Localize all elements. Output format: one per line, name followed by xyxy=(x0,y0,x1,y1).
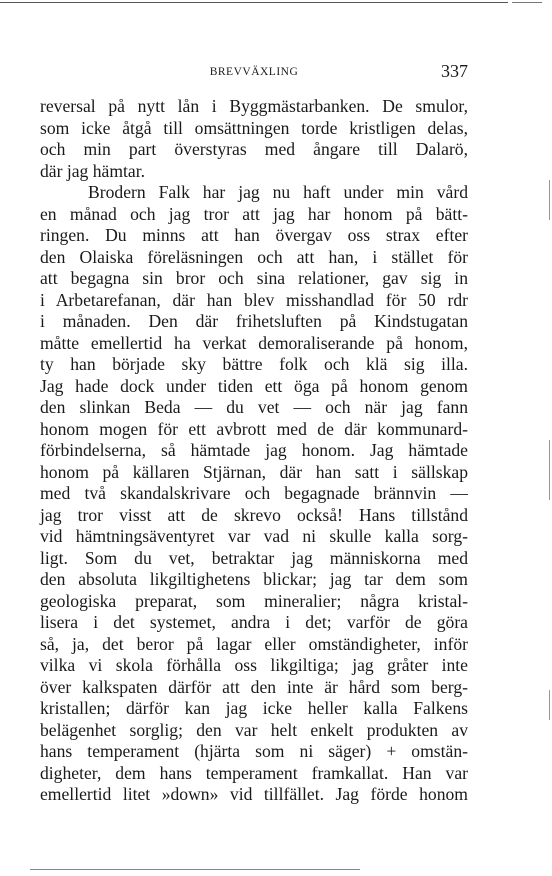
text-line: att begagna sin bror och sina relationer, gav sig in xyxy=(40,268,468,288)
text-line: jag tror visst att de skrevo också! Hans tillstånd xyxy=(40,504,468,525)
text-line: geologiska preparat, som mineralier; några kristal- xyxy=(40,590,468,611)
text-line: den Olaiska föreläsningen och att han, i stället för xyxy=(40,246,468,267)
text-line: belägenhet sorglig; den var helt enkelt produkten av xyxy=(40,719,468,740)
text-line: Brodern Falk har jag nu haft under min vård xyxy=(88,182,468,202)
text-line: över kalkspaten därför att den inte är hård som berg- xyxy=(40,676,468,697)
text-line: och min part överstyras med ångare till Dalarö, xyxy=(40,139,468,159)
text-line: i Arbetarefanan, där han blev misshandlad för 50 rdr xyxy=(40,289,468,310)
text-line: vid hämtningsäventyret var vad ni skulle kalla sorg- xyxy=(40,526,468,546)
bottom-edge-rule xyxy=(30,869,360,870)
text-line: ty han började sky bättre folk och klä sig illa. xyxy=(40,354,468,374)
text-line: den slinkan Beda — du vet — och när jag fann xyxy=(40,397,468,417)
text-line: vilka vi skola förhålla oss likgiltiga; jag gråter inte xyxy=(40,655,468,675)
text-line: kristallen; därför kan jag icke heller kalla Falkens xyxy=(40,698,468,718)
page-edge-mark xyxy=(549,440,550,500)
body-text xyxy=(40,96,468,806)
text-line: en månad och jag tror att jag har honom på bätt- xyxy=(40,203,468,224)
text-line: så, ja, det beror på lagar eller omständigheter, inför xyxy=(40,633,468,654)
text-line: Jag hade dock under tiden ett öga på honom genom xyxy=(40,375,468,396)
text-line: måtte emellertid ha verkat demoraliserande på honom, xyxy=(40,332,468,353)
top-edge-rule xyxy=(0,2,508,3)
top-edge-rule-right xyxy=(512,2,542,3)
text-line: ligt. Som du vet, betraktar jag människorna med xyxy=(40,547,468,568)
page-number: 337 xyxy=(441,61,468,81)
text-line: digheter, dem hans temperament framkallat. Han var xyxy=(40,762,468,783)
text-line: honom på källaren Stjärnan, där han satt i sällskap xyxy=(40,461,468,482)
text-line: den absoluta likgiltighetens blickar; jag tar dem som xyxy=(40,569,468,589)
text-line: ringen. Du minns att han övergav oss strax efter xyxy=(40,225,468,245)
text-line: där jag hämtar. xyxy=(40,160,146,181)
page-header xyxy=(40,61,468,86)
page-edge-mark xyxy=(549,690,550,720)
text-line: hans temperament (hjärta som ni säger) + omstän- xyxy=(40,741,468,761)
text-line: emellertid litet »down» vid tillfället. Jag förde honom xyxy=(40,784,468,804)
text-line: med två skandalskrivare och begagnade brännvin — xyxy=(40,483,468,503)
text-line: lisera i det systemet, andra i det; varför de göra xyxy=(40,612,468,632)
text-line: i månaden. Den där frihetsluften på Kindstugatan xyxy=(40,311,468,331)
text-line: förbindelserna, så hämtade jag honom. Jag hämtade xyxy=(40,440,468,460)
text-line: reversal på nytt lån i Byggmästarbanken. De smulor, xyxy=(40,96,468,116)
text-line: som icke åtgå till omsättningen torde kristligen delas, xyxy=(40,117,468,138)
page-edge-mark xyxy=(549,180,550,220)
running-head: BREVVÄXLING xyxy=(209,66,299,78)
text-line: honom mogen för ett avbrott med de där kommunard- xyxy=(40,418,468,439)
